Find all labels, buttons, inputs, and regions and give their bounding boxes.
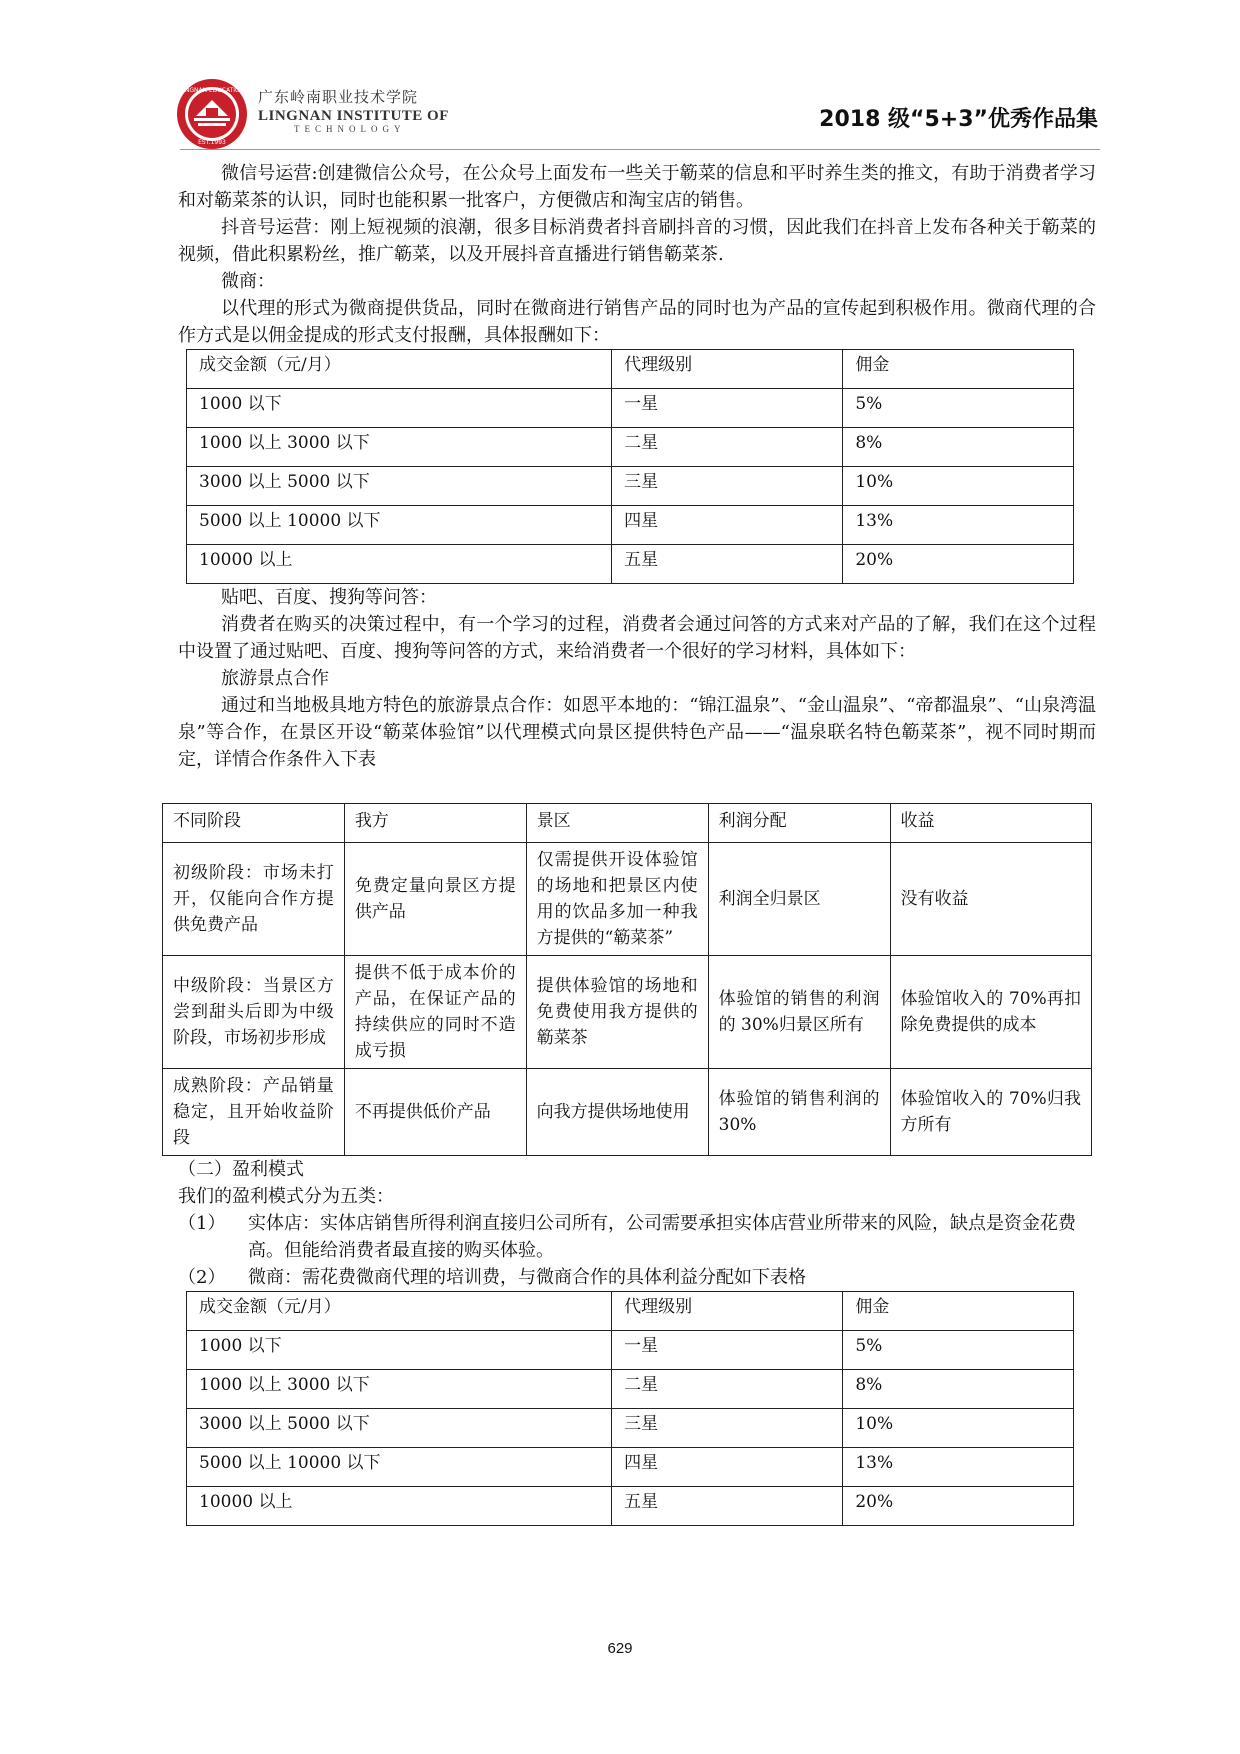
list-item-number: （1） [178,1213,226,1234]
school-name-en: LINGNAN INSTITUTE OF [258,108,449,124]
table-header-row [187,350,1074,389]
table-header-cell: 代理级别 [612,1292,843,1331]
table-cell: 体验馆的销售的利润的 30%归景区所有 [708,956,890,1069]
school-name-en-2: TECHNOLOGY [294,124,406,134]
table-cell: 5% [843,1331,1074,1370]
commission-table-2 [186,1291,1074,1526]
heading-qa-platforms: 贴吧、百度、搜狗等问答： [221,587,437,608]
paragraph-tourism: 通过和当地极具地方特色的旅游景点合作：如恩平本地的：“锦江温泉”、“金山温泉”、“帝都温泉”、“山泉湾温泉”等合作，在景区开设“簕菜体验馆”以代理模式向景区提供特色产品——“温泉联名特色簕菜茶”，视不同时期而定，详情合作条件入下表 [178,695,1096,770]
list-item [178,1210,1096,1264]
collection-title: 2018 级“5+3”优秀作品集 [819,107,1098,132]
school-name-cn: 广东岭南职业技术学院 [258,88,419,106]
heading-tourism: 旅游景点合作 [221,668,329,689]
table-cell: 13% [843,506,1074,545]
page-number: 629 [607,1640,633,1657]
table-header-cell: 不同阶段 [163,804,345,843]
table-row [187,1409,1074,1448]
table-cell: 20% [843,1487,1074,1526]
section-title-profit-model: （二）盈利模式 [178,1159,304,1180]
table-row [163,843,1092,956]
table-cell: 提供体验馆的场地和免费使用我方提供的簕菜茶 [526,956,708,1069]
paragraph-wechat: 微信号运营:创建微信公众号，在公众号上面发布一些关于簕菜的信息和平时养生类的推文，有助于消费者学习和对簕菜茶的认识，同时也能积累一批客户，方便微店和淘宝店的销售。 [178,163,1096,211]
table-row [187,428,1074,467]
table-cell: 10000 以上 [187,545,612,584]
table-row [187,1448,1074,1487]
table-header-cell: 成交金额（元/月） [187,1292,612,1331]
cooperation-table [162,803,1092,1156]
list-item [178,1264,1096,1291]
table-cell: 3000 以上 5000 以下 [187,1409,612,1448]
header-divider [180,149,1100,150]
table-cell: 10% [843,467,1074,506]
table-cell: 8% [843,1370,1074,1409]
heading-wechat-business: 微商： [221,271,275,292]
table-header-cell: 佣金 [843,350,1074,389]
table-cell: 1000 以下 [187,1331,612,1370]
table-cell: 3000 以上 5000 以下 [187,467,612,506]
table-header-cell: 佣金 [843,1292,1074,1331]
table-row [187,467,1074,506]
table-cell: 1000 以上 3000 以下 [187,428,612,467]
table-row [163,956,1092,1069]
table-cell: 仅需提供开设体验馆的场地和把景区内使用的饮品多加一种我方提供的“簕菜茶” [526,843,708,956]
paragraph-douyin: 抖音号运营：刚上短视频的浪潮，很多目标消费者抖音刷抖音的习惯，因此我们在抖音上发布各种关于簕菜的视频，借此积累粉丝，推广簕菜，以及开展抖音直播进行销售簕菜茶. [178,217,1096,265]
table-cell: 成熟阶段：产品销量稳定，且开始收益阶段 [163,1069,345,1156]
table-cell: 5000 以上 10000 以下 [187,506,612,545]
table-cell: 10% [843,1409,1074,1448]
table-cell: 没有收益 [890,843,1091,956]
school-name [258,86,449,134]
table-cell: 8% [843,428,1074,467]
commission-table-1 [186,349,1074,584]
table-cell: 20% [843,545,1074,584]
table-cell: 四星 [612,1448,843,1487]
table-header-row [163,804,1092,843]
table-cell: 中级阶段：当景区方尝到甜头后即为中级阶段，市场初步形成 [163,956,345,1069]
table-header-cell: 景区 [526,804,708,843]
table-cell: 五星 [612,545,843,584]
table-cell: 五星 [612,1487,843,1526]
table-row [187,389,1074,428]
table-row [163,1069,1092,1156]
table-header-cell: 利润分配 [708,804,890,843]
table-cell: 三星 [612,467,843,506]
table-cell: 二星 [612,428,843,467]
table-cell: 三星 [612,1409,843,1448]
table-cell: 一星 [612,389,843,428]
table-header-row [187,1292,1074,1331]
table-cell: 一星 [612,1331,843,1370]
school-logo-icon [176,78,248,150]
table-row [187,506,1074,545]
list-item-text: 微商：需花费微商代理的培训费，与微商合作的具体利益分配如下表格 [248,1267,806,1288]
table-cell: 10000 以上 [187,1487,612,1526]
table-cell: 体验馆的销售利润的 30% [708,1069,890,1156]
section-intro: 我们的盈利模式分为五类： [178,1186,394,1207]
table-header-cell: 代理级别 [612,350,843,389]
table-cell: 利润全归景区 [708,843,890,956]
logo-text-bottom: EST.1993 [198,139,226,146]
table-cell: 1000 以下 [187,389,612,428]
table-cell: 体验馆收入的 70%再扣除免费提供的成本 [890,956,1091,1069]
table-cell: 体验馆收入的 70%归我方所有 [890,1069,1091,1156]
paragraph-wechat-business: 以代理的形式为微商提供货品，同时在微商进行销售产品的同时也为产品的宣传起到积极作用。微商代理的合作方式是以佣金提成的形式支付报酬，具体报酬如下： [178,298,1096,346]
table-row [187,1487,1074,1526]
table-row [187,545,1074,584]
table-cell: 向我方提供场地使用 [526,1069,708,1156]
table-cell: 四星 [612,506,843,545]
list-item-number: （2） [178,1267,226,1288]
page-header [0,0,1240,150]
list-item-text: 实体店：实体店销售所得利润直接归公司所有，公司需要承担实体店营业所带来的风险，缺点是资金花费高。但能给消费者最直接的购买体验。 [248,1213,1076,1261]
table-row [187,1331,1074,1370]
table-cell: 二星 [612,1370,843,1409]
table-cell: 初级阶段：市场未打开，仅能向合作方提供免费产品 [163,843,345,956]
table-cell: 提供不低于成本价的产品，在保证产品的持续供应的同时不造成亏损 [344,956,526,1069]
table-header-cell: 成交金额（元/月） [187,350,612,389]
logo-text-top: LINGNAN EDUCATION [179,87,245,94]
page-content [173,160,1096,1526]
table-cell: 不再提供低价产品 [344,1069,526,1156]
table-cell: 13% [843,1448,1074,1487]
table-cell: 5000 以上 10000 以下 [187,1448,612,1487]
table-cell: 5% [843,389,1074,428]
table-header-cell: 我方 [344,804,526,843]
table-cell: 免费定量向景区方提供产品 [344,843,526,956]
table-row [187,1370,1074,1409]
table-header-cell: 收益 [890,804,1091,843]
table-cell: 1000 以上 3000 以下 [187,1370,612,1409]
paragraph-qa-platforms: 消费者在购买的决策过程中，有一个学习的过程，消费者会通过问答的方式来对产品的了解，我们在这个过程中设置了通过贴吧、百度、搜狗等问答的方式，来给消费者一个很好的学习材料，具体如下： [178,614,1096,662]
